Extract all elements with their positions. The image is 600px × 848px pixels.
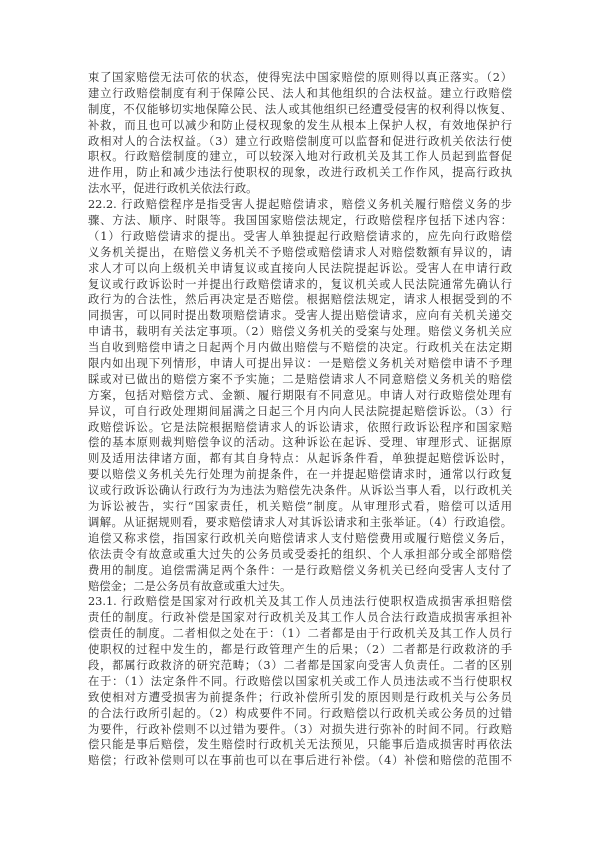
text-line: 补救，而且也可以减少和防止侵权现象的发生从根本上保护人权，有效地保护行 — [88, 118, 512, 132]
text-line: 的合法行政所引起的。（2）构成要件不同。行政赔偿以行政机关或公务员的过错 — [88, 706, 512, 720]
text-line: 偿的基本原则裁判赔偿争议的活动。这种诉讼在起诉、受理、审理形式、证据原 — [88, 436, 512, 450]
text-line: 方案，包括对赔偿方式、金额、履行期限有不同意见。申请人对行政赔偿处理有 — [88, 388, 512, 402]
document-body — [88, 70, 512, 769]
text-line: （1）行政赔偿请求的提出。受害人单独提起行政赔偿请求的，应先向行政赔偿 — [88, 229, 512, 243]
text-line: 同损害，可以同时提出数项赔偿请求。受害人提出赔偿请求，应向有关机关递交 — [88, 309, 512, 323]
text-line: 议或行政诉讼确认行政行为为违法为赔偿先决条件。从诉讼当事人看，以行政机关 — [88, 484, 512, 498]
text-line: 当自收到赔偿申请之日起两个月内做出赔偿与不赔偿的决定。行政机关在法定期 — [88, 341, 512, 355]
text-line: 为诉讼被告，实行“国家责任，机关赔偿”制度。从审理形式看，赔偿可以适用 — [88, 500, 512, 514]
text-line: 义务机关提出，在赔偿义务机关不予赔偿或赔偿请求人对赔偿数额有异议的，请 — [88, 245, 512, 259]
text-line: 政赔偿诉讼。它是法院根据赔偿请求人的诉讼请求，依照行政诉讼程序和国家赔 — [88, 420, 512, 434]
text-line: 制度，不仅能够切实地保障公民、法人或其他组织已经遭受侵害的权利得以恢复、 — [88, 102, 512, 116]
text-line: 在于：（1）法定条件不同。行政赔偿以国家机关或工作人员违法或不当行使职权 — [88, 674, 512, 688]
text-line: 建立行政赔偿制度有利于保障公民、法人和其他组织的合法权益。建立行政赔偿 — [88, 86, 512, 100]
text-line: 政行为的合法性，然后再决定是否赔偿。根据赔偿法规定，请求人根据受到的不 — [88, 293, 512, 307]
text-line: 追偿又称求偿，指国家行政机关向赔偿请求人支付赔偿费用或履行赔偿义务后， — [88, 531, 512, 545]
text-line: 进作用，防止和减少违法行使职权的现象，改进行政机关工作作风，提高行政执 — [88, 166, 512, 180]
text-line: 则及适用法律诸方面，都有其自身特点：从起诉条件看，单独提起赔偿诉讼时， — [88, 452, 512, 466]
text-line: 政相对人的合法权益。（3）建立行政赔偿制度可以监督和促进行政机关依法行使 — [88, 134, 512, 148]
text-line: 责任的制度。行政补偿是国家对行政机关及其工作人员合法行政造成损害承担补 — [88, 611, 512, 625]
text-line: 法水平，促进行政机关依法行政。 — [88, 182, 258, 196]
text-line: 求人才可以向上级机关申请复议或直接向人民法院提起诉讼。受害人在申请行政 — [88, 261, 512, 275]
text-line: 异议，可自行政处理期间届满之日起三个月内向人民法院提起赔偿诉讼。（3）行 — [88, 404, 512, 418]
text-line: 赔偿；行政补偿则可以在事前也可以在事后进行补偿。（4）补偿和赔偿的范围不 — [88, 754, 512, 768]
text-line: 调解。从证据规则看，要求赔偿请求人对其诉讼请求和主张举证。（4）行政追偿。 — [88, 515, 512, 529]
text-line: 段，都属行政救济的研究范畴；（3）二者都是国家向受害人负责任。二者的区别 — [88, 658, 512, 672]
text-line: 限内如出现下列情形，申请人可提出异议：一是赔偿义务机关对赔偿申请不予理 — [88, 357, 512, 371]
text-line: 使职权的过程中发生的，都是行政管理产生的后果；（2）二者都是行政救济的手 — [88, 643, 512, 657]
text-line: 职权。行政赔偿制度的建立，可以较深入地对行政机关及其工作人员起到监督促 — [88, 150, 512, 164]
text-line: 致使相对方遭受损害为前提条件；行政补偿所引发的原因则是行政机关与公务员 — [88, 690, 512, 704]
text-line: 偿责任的制度。二者相似之处在于：（1）二者都是由于行政机关及其工作人员行 — [88, 627, 512, 641]
text-line: 赔偿金；二是公务员有故意或重大过失。 — [88, 579, 292, 593]
text-line: 束了国家赔偿无法可依的状态，使得宪法中国家赔偿的原则得以真正落实。（2） — [88, 71, 512, 84]
text-line: 骤、方法、顺序、时限等。我国国家赔偿法规定，行政赔偿程序包括下述内容： — [88, 214, 512, 228]
text-line: 睬或对已做出的赔偿方案不予实施；二是赔偿请求人不同意赔偿义务机关的赔偿 — [88, 372, 512, 386]
text-line: 要以赔偿义务机关先行处理为前提条件，在一并提起赔偿请求时，通常以行政复 — [88, 468, 512, 482]
text-line: 偿只能是事后赔偿，发生赔偿时行政机关无法预见，只能事后造成损害时再依法 — [88, 738, 512, 752]
text-line: 22.2. 行政赔偿程序是指受害人提起赔偿请求，赔偿义务机关履行赔偿义务的步 — [88, 198, 512, 212]
text-line: 费用的制度。追偿需满足两个条件：一是行政赔偿义务机关已经向受害人支付了 — [88, 563, 512, 577]
text-line: 复议或行政诉讼时一并提出行政赔偿请求的，复议机关或人民法院通常先确认行 — [88, 277, 512, 291]
text-line: 为要件，行政补偿则不以过错为要件。（3）对损失进行弥补的时间不同。行政赔 — [88, 722, 512, 736]
text-line: 申请书，载明有关法定事项。（2）赔偿义务机关的受案与处理。赔偿义务机关应 — [88, 325, 512, 339]
text-line: 23.1. 行政赔偿是国家对行政机关及其工作人员违法行使职权造成损害承担赔偿 — [88, 595, 512, 609]
text-line: 依法责令有故意或重大过失的公务员或受委托的组织、个人承担部分或全部赔偿 — [88, 547, 512, 561]
